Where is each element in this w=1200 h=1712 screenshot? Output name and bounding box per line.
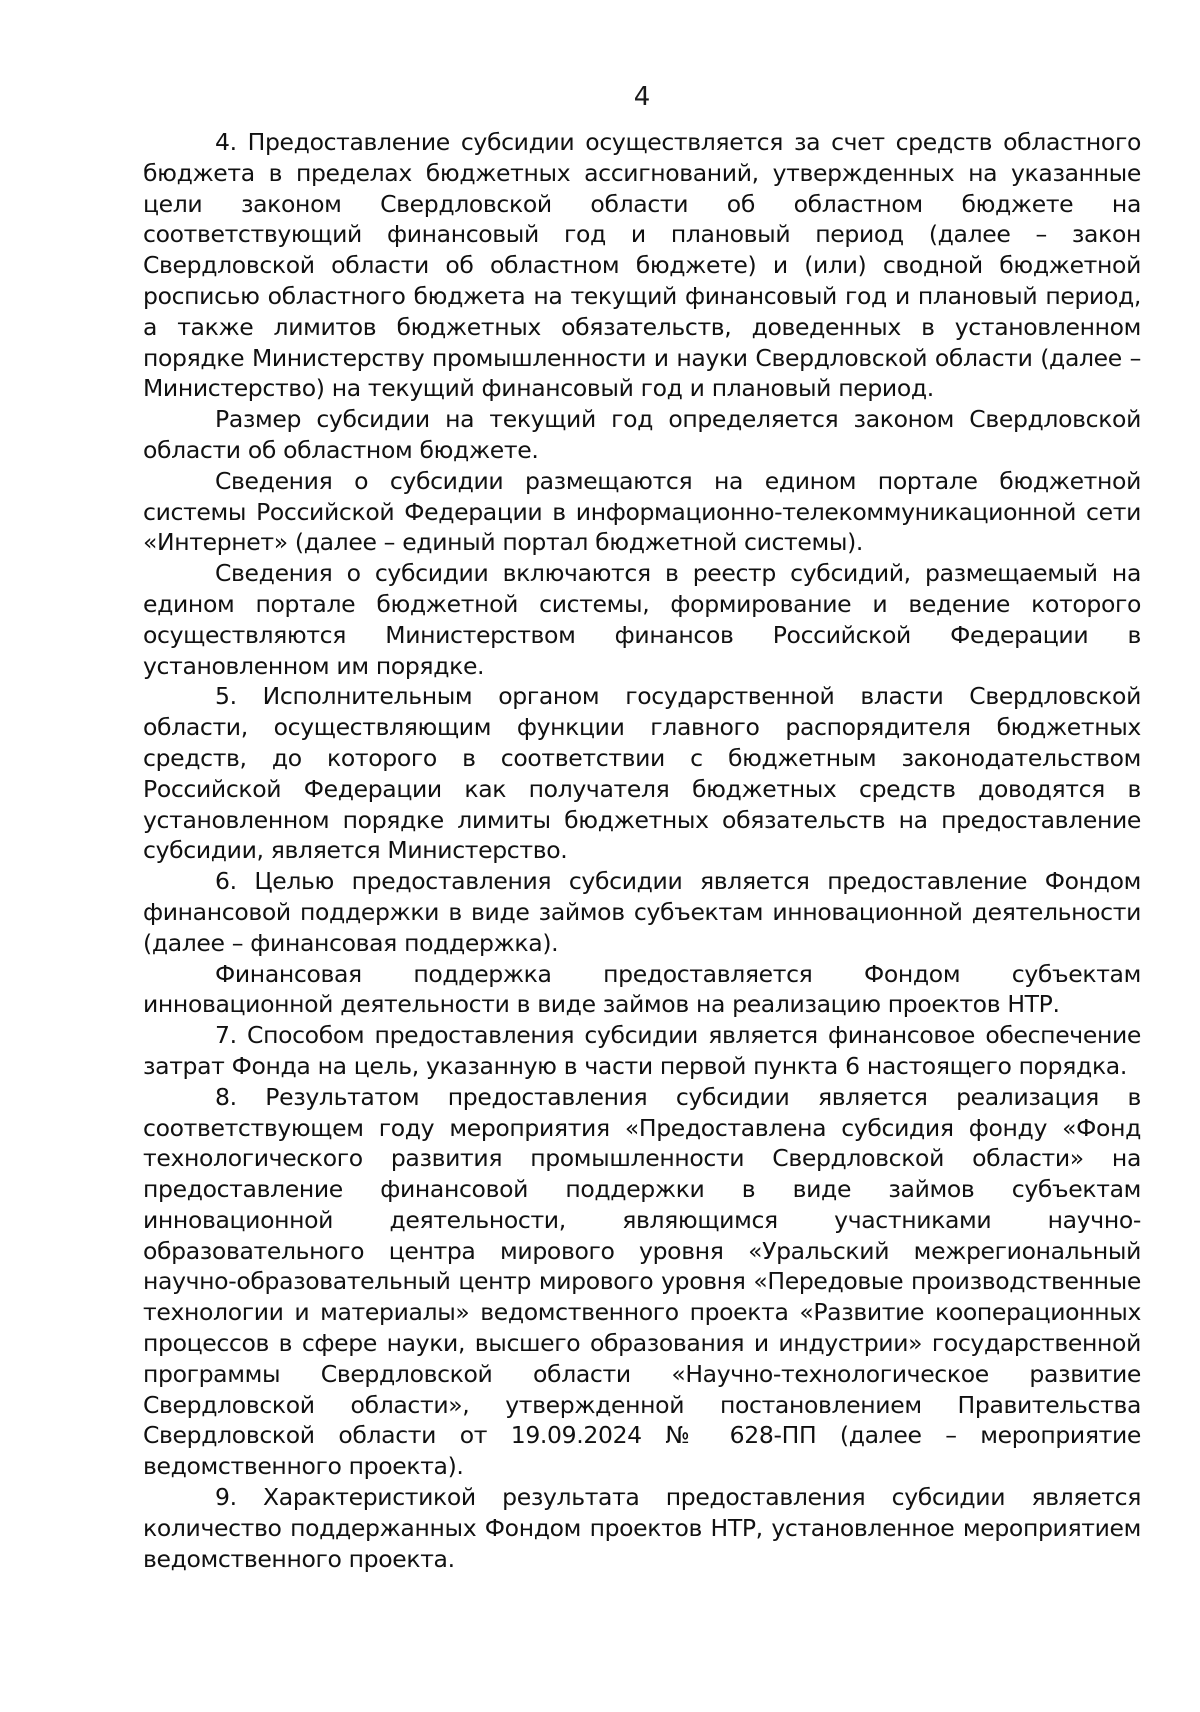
paragraph-subsidy-portal: Сведения о субсидии размещаются на едином портале бюджетной системы Российской Федерации в информационно-телекоммуникационной сети «Интернет» (далее – единый портал бюджетной системы). bbox=[143, 466, 1141, 557]
paragraph-subsidy-amount: Размер субсидии на текущий год определяется законом Свердловской области об областном бюджете. bbox=[143, 405, 1141, 464]
paragraph-item-4: 4. Предоставление субсидии осуществляется за счет средств областного бюджета в пределах бюджетных ассигнований, утвержденных на указанные цели законом Свердловской области об областном бюджете на соответствующий финансовый год и плановый период (далее – закон Свердловской области об областном бюджете) и (или) сводной бюджетной росписью областного бюджета на текущий финансовый год и плановый период, а также лимитов бюджетных обязательств, доведенных в установленном порядке Министерству промышленности и науки Свердловской области (далее – Министерство) на текущий финансовый год и плановый период. bbox=[143, 128, 1141, 403]
paragraph-financial-support: Финансовая поддержка предоставляется Фондом субъектам инновационной деятельности в виде займов на реализацию проектов НТР. bbox=[143, 959, 1141, 1019]
paragraph-item-6: 6. Целью предоставления субсидии является предоставление Фондом финансовой поддержки в виде займов субъектам инновационной деятельности (далее – финансовая поддержка). bbox=[143, 867, 1141, 957]
paragraph-subsidy-registry: Сведения о субсидии включаются в реестр субсидий, размещаемый на едином портале бюджетной системы, формирование и ведение которого осуществляются Министерством финансов Российской Федерации в установленном им порядке. bbox=[143, 559, 1141, 680]
paragraph-item-5: 5. Исполнительным органом государственной власти Свердловской области, осуществляющим функции главного распорядителя бюджетных средств, до которого в соответствии с бюджетным законодательством Российской Федерации как получателя бюджетных средств доводятся в установленном порядке лимиты бюджетных обязательств на предоставление субсидии, является Министерство. bbox=[143, 682, 1141, 865]
paragraph-item-9: 9. Характеристикой результата предоставления субсидии является количество поддержанных Фондом проектов НТР, установленное мероприятием ведомственного проекта. bbox=[143, 1483, 1141, 1573]
page-number: 4 bbox=[633, 82, 651, 112]
paragraph-item-8: 8. Результатом предоставления субсидии является реализация в соответствующем году мероприятия «Предоставлена субсидия фонду «Фонд технологического развития промышленности Свердловской области» на предоставление финансовой поддержки в виде займов субъектам инновационной деятельности, являющимся участниками научно-образовательного центра мирового уровня «Уральский межрегиональный научно-образовательный центр мирового уровня «Передовые производственные технологии и материалы» ведомственного проекта «Развитие кооперационных процессов в сфере науки, высшего образования и индустрии» государственной программы Свердловской области «Научно-технологическое развитие Свердловской области», утвержденной постановлением Правительства Свердловской области от 19.09.2024 № 628-ПП (далее – мероприятие ведомственного проекта). bbox=[143, 1082, 1141, 1481]
paragraph-item-7: 7. Способом предоставления субсидии является финансовое обеспечение затрат Фонда на цель, указанную в части первой пункта 6 настоящего порядка. bbox=[143, 1021, 1141, 1080]
document-body bbox=[143, 127, 1141, 1574]
